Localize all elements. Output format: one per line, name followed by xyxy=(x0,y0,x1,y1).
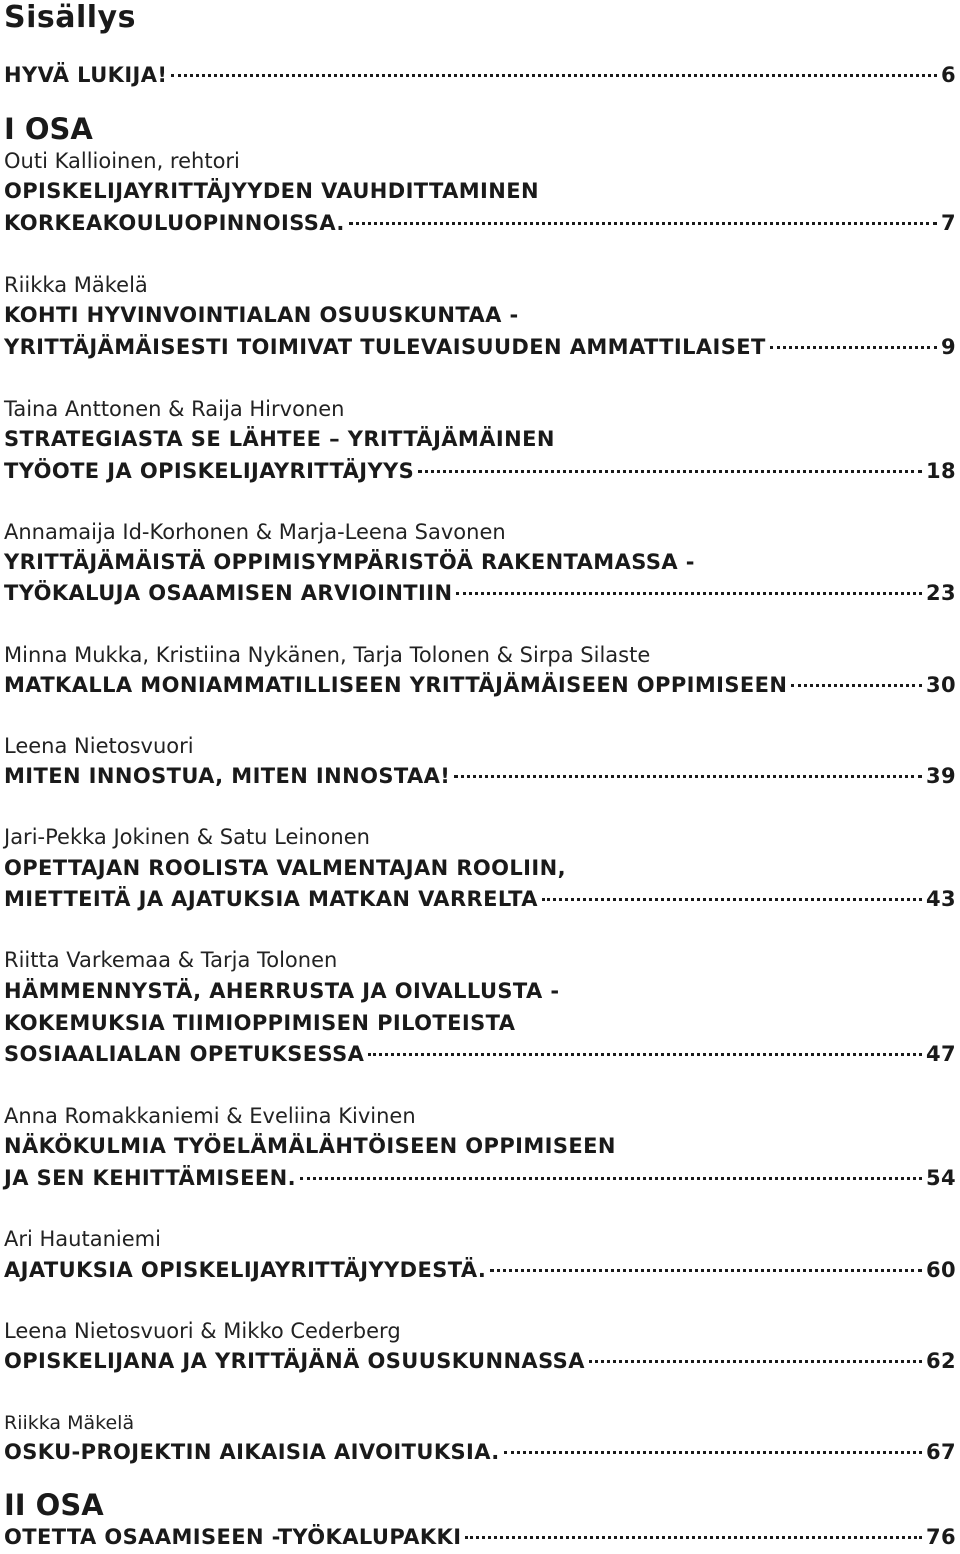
toc-entry[interactable] xyxy=(4,210,956,236)
entry-author: Jari-Pekka Jokinen & Satu Leinonen xyxy=(4,825,370,849)
entry-title-line: YRITTÄJÄMÄISTÄ OPPIMISYMPÄRISTÖÄ RAKENTAMASSA - xyxy=(4,550,695,574)
dot-leader xyxy=(300,1177,922,1180)
entry-title: TYÖOTE JA OPISKELIJAYRITTÄJYYS xyxy=(4,459,415,483)
entry-author: Anna Romakkaniemi & Eveliina Kivinen xyxy=(4,1104,416,1128)
page-number: 54 xyxy=(925,1166,956,1190)
toc-entry[interactable] xyxy=(4,1165,956,1191)
entry-title: MIETTEITÄ JA AJATUKSIA MATKAN VARRELTA xyxy=(4,887,538,911)
entry-title: KORKEAKOULUOPINNOISSA. xyxy=(4,211,345,235)
toc-entry[interactable] xyxy=(4,580,956,606)
dot-leader xyxy=(542,898,922,901)
entry-title: OSKU-PROJEKTIN AIKAISIA AIVOITUKSIA. xyxy=(4,1440,500,1464)
entry-title: MITEN INNOSTUA, MITEN INNOSTAA! xyxy=(4,764,451,788)
entry-title: HYVÄ LUKIJA! xyxy=(4,63,168,87)
entry-title-line: OPETTAJAN ROOLISTA VALMENTAJAN ROOLIIN, xyxy=(4,856,566,880)
dot-leader xyxy=(465,1536,922,1539)
entry-title-line: KOHTI HYVINVOINTIALAN OSUUSKUNTAA - xyxy=(4,303,519,327)
dot-leader xyxy=(791,684,922,687)
entry-title: YRITTÄJÄMÄISESTI TOIMIVAT TULEVAISUUDEN AMMATTILAISET xyxy=(4,335,766,359)
dot-leader xyxy=(368,1053,922,1056)
page-number: 30 xyxy=(925,673,956,697)
toc-entry[interactable] xyxy=(4,458,956,484)
toc-entry[interactable] xyxy=(4,1257,956,1283)
dot-leader xyxy=(770,346,937,349)
page-number: 76 xyxy=(925,1525,956,1549)
entry-author: Riitta Varkemaa & Tarja Tolonen xyxy=(4,948,338,972)
dot-leader xyxy=(171,74,937,77)
entry-title-line: NÄKÖKULMIA TYÖELÄMÄLÄHTÖISEEN OPPIMISEEN xyxy=(4,1134,616,1158)
toc-entry[interactable] xyxy=(4,62,956,88)
toc-entry[interactable] xyxy=(4,1439,956,1465)
entry-title: OTETTA OSAAMISEEN -TYÖKALUPAKKI xyxy=(4,1525,462,1549)
page-number: 60 xyxy=(925,1258,956,1282)
part-heading: I OSA xyxy=(4,112,93,146)
dot-leader xyxy=(456,592,922,595)
entry-title-line: HÄMMENNYSTÄ, AHERRUSTA JA OIVALLUSTA - xyxy=(4,979,560,1003)
page-number: 43 xyxy=(925,887,956,911)
entry-author: Taina Anttonen & Raija Hirvonen xyxy=(4,397,345,421)
page-number: 7 xyxy=(940,211,956,235)
dot-leader xyxy=(454,775,922,778)
page-number: 67 xyxy=(925,1440,956,1464)
entry-author: Outi Kallioinen, rehtori xyxy=(4,149,240,173)
entry-title-line: OPISKELIJAYRITTÄJYYDEN VAUHDITTAMINEN xyxy=(4,179,539,203)
dot-leader xyxy=(349,222,937,225)
toc-entry[interactable] xyxy=(4,1524,956,1550)
entry-title: JA SEN KEHITTÄMISEEN. xyxy=(4,1166,296,1190)
toc-entry[interactable] xyxy=(4,1348,956,1374)
page-number: 6 xyxy=(940,63,956,87)
entry-title: AJATUKSIA OPISKELIJAYRITTÄJYYDESTÄ. xyxy=(4,1258,487,1282)
entry-author: Riikka Mäkelä xyxy=(4,273,148,297)
entry-title: OPISKELIJANA JA YRITTÄJÄNÄ OSUUSKUNNASSA xyxy=(4,1349,585,1373)
dot-leader xyxy=(589,1360,922,1363)
entry-title-line: STRATEGIASTA SE LÄHTEE – YRITTÄJÄMÄINEN xyxy=(4,427,555,451)
toc-entry[interactable] xyxy=(4,334,956,360)
page-number: 47 xyxy=(925,1042,956,1066)
entry-author: Leena Nietosvuori xyxy=(4,734,194,758)
page-number: 9 xyxy=(940,335,956,359)
toc-entry[interactable] xyxy=(4,886,956,912)
toc-entry[interactable] xyxy=(4,672,956,698)
page-number: 62 xyxy=(925,1349,956,1373)
page-number: 39 xyxy=(925,764,956,788)
entry-title-line: KOKEMUKSIA TIIMIOPPIMISEN PILOTEISTA xyxy=(4,1011,516,1035)
dot-leader xyxy=(418,470,922,473)
page-number: 23 xyxy=(925,581,956,605)
page-number: 18 xyxy=(925,459,956,483)
entry-title: TYÖKALUJA OSAAMISEN ARVIOINTIIN xyxy=(4,581,453,605)
entry-author: Minna Mukka, Kristiina Nykänen, Tarja Tolonen & Sirpa Silaste xyxy=(4,643,651,667)
entry-author: Annamaija Id-Korhonen & Marja-Leena Savonen xyxy=(4,520,506,544)
entry-author: Riikka Mäkelä xyxy=(4,1412,135,1434)
toc-entry[interactable] xyxy=(4,763,956,789)
entry-title: SOSIAALIALAN OPETUKSESSA xyxy=(4,1042,365,1066)
dot-leader xyxy=(504,1451,922,1454)
dot-leader xyxy=(490,1269,922,1272)
entry-author: Leena Nietosvuori & Mikko Cederberg xyxy=(4,1319,401,1343)
entry-title: MATKALLA MONIAMMATILLISEEN YRITTÄJÄMÄISEEN OPPIMISEEN xyxy=(4,673,788,697)
part-heading: II OSA xyxy=(4,1488,104,1522)
page-title: Sisällys xyxy=(4,0,136,35)
entry-author: Ari Hautaniemi xyxy=(4,1227,161,1251)
toc-entry[interactable] xyxy=(4,1041,956,1067)
